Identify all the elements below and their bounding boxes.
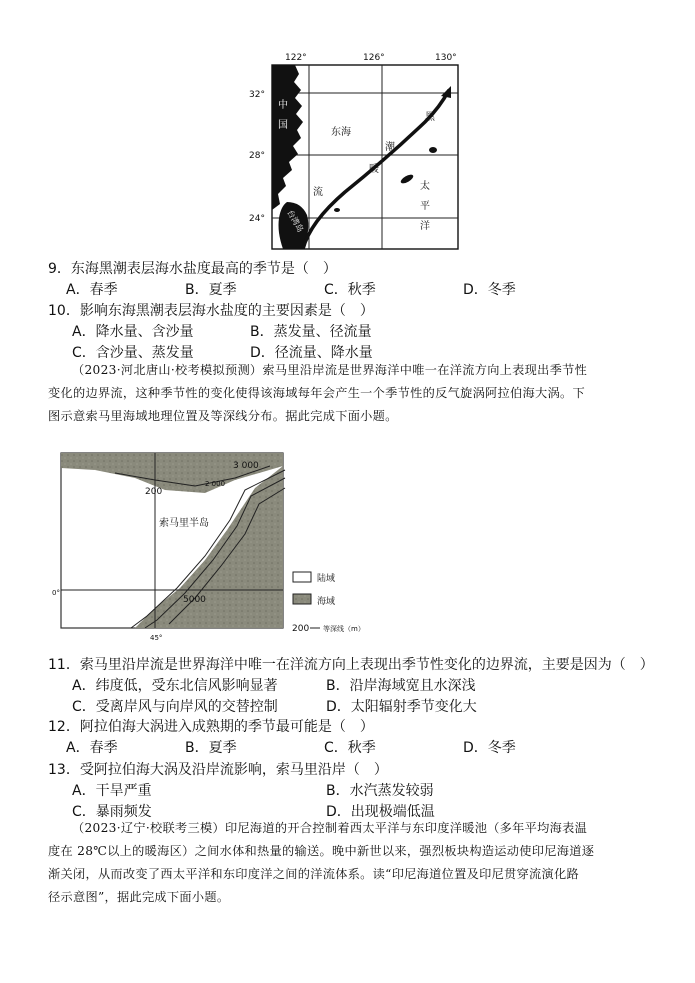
q9-option-a: A．春季 [66, 282, 118, 298]
q10-option-d: D．径流量、降水量 [250, 345, 373, 361]
question-13-stem: 13．受阿拉伯海大涡及沿岸流影响，索马里沿岸（ ） [48, 762, 388, 778]
q12-option-b: B．夏季 [185, 740, 237, 756]
china-label-1: 中 [278, 100, 288, 111]
lat-label-0: 0° [52, 589, 60, 597]
passage-indonesia-line-4: 径示意图”，据此完成下面小题。 [48, 890, 230, 904]
q9-option-c: C．秋季 [324, 282, 376, 298]
lat-label-32: 32° [249, 90, 265, 100]
question-12-stem: 12．阿拉伯海大涡进入成熟期的季节最可能是（ ） [48, 719, 374, 735]
passage-indonesia-line-2: 度在 28℃以上的暖海区）之间水体和热量的输送。晚中新世以来，强烈板块构造运动使印尼海道逐 [48, 844, 595, 858]
q11-option-c: C．受离岸风与向岸风的交替控制 [72, 699, 278, 715]
kuroshio-label-1: 黑 [425, 112, 435, 123]
pacific-label-3: 洋 [420, 221, 430, 232]
passage-somali-line-2: 变化的边界流，这种季节性的变化使得该海域每年会产生一个季节性的反气旋涡阿拉伯海大涡。下 [48, 386, 585, 400]
somali-peninsula-label: 索马里半岛 [159, 518, 209, 529]
isobath-label-2000: 2 000 [205, 480, 226, 488]
warm-label: 暖 [369, 164, 379, 175]
q13-option-a: A．干旱严重 [72, 783, 152, 799]
q13-option-b: B．水汽蒸发较弱 [326, 783, 434, 799]
question-9-stem: 9．东海黑潮表层海水盐度最高的季节是（ ） [48, 261, 337, 277]
legend-isobath: 等深线（m） [323, 625, 365, 633]
isobath-label-200: 200 [145, 487, 163, 497]
legend-land: 陆域 [317, 574, 336, 584]
taiwan-label: 台湾岛 [285, 208, 306, 234]
q10-option-b: B．蒸发量、径流量 [250, 324, 372, 340]
q12-option-a: A．春季 [66, 740, 118, 756]
passage-indonesia [48, 817, 658, 909]
kuroshio-label-2: 潮 [385, 142, 395, 153]
q10-option-c: C．含沙量、蒸发量 [72, 345, 194, 361]
isobath-label-3000: 3 000 [233, 461, 259, 471]
passage-indonesia-line-3: 渐关闭，从而改变了西太平洋和东印度洋之间的洋流体系。读“印尼海道位置及印尼贯穿流演化路 [48, 867, 580, 881]
passage-somali-line-1: （2023·河北唐山·校考模拟预测）索马里沿岸流是世界海洋中唯一在洋流方向上表现出季节性 [72, 363, 588, 377]
current-label: 流 [313, 187, 323, 198]
isobath-label-5000: 5000 [183, 595, 206, 605]
q9-option-b: B．夏季 [185, 282, 237, 298]
passage-somali-line-3: 图示意索马里海域地理位置及等深线分布。据此完成下面小题。 [48, 409, 398, 423]
q11-option-b: B．沿岸海域宽且水深浅 [326, 678, 476, 694]
q10-option-a: A．降水量、含沙量 [72, 324, 194, 340]
q13-option-c: C．暴雨频发 [72, 804, 152, 820]
kuroshio-map [249, 52, 465, 252]
east-sea-label: 东海 [331, 127, 351, 138]
somali-map [52, 448, 395, 643]
lon-label-45: 45° [150, 634, 163, 642]
lat-label-28: 28° [249, 151, 265, 161]
pacific-label-1: 太 [420, 181, 430, 192]
question-10-stem: 10．影响东海黑潮表层海水盐度的主要因素是（ ） [48, 303, 374, 319]
lon-label-122: 122° [285, 53, 307, 63]
q9-option-d: D．冬季 [463, 282, 516, 298]
q13-option-d: D．出现极端低温 [326, 804, 435, 820]
lon-label-130: 130° [435, 53, 457, 63]
pacific-label-2: 平 [420, 201, 430, 212]
legend-isobath-value: 200 [292, 624, 310, 634]
lon-label-126: 126° [363, 53, 385, 63]
china-label-2: 国 [278, 120, 288, 131]
passage-somali [48, 359, 658, 428]
q12-option-d: D．冬季 [463, 740, 516, 756]
lat-label-24: 24° [249, 214, 265, 224]
q12-option-c: C．秋季 [324, 740, 376, 756]
legend-sea: 海域 [317, 597, 336, 607]
q11-option-d: D．太阳辐射季节变化大 [326, 699, 477, 715]
question-11-stem: 11．索马里沿岸流是世界海洋中唯一在洋流方向上表现出季节性变化的边界流，主要是因为（ ） [48, 657, 654, 673]
q11-option-a: A．纬度低，受东北信风影响显著 [72, 678, 278, 694]
passage-indonesia-line-1: （2023·辽宁·校联考三模）印尼海道的开合控制着西太平洋与东印度洋暖池（多年平均海表温 [72, 821, 588, 835]
